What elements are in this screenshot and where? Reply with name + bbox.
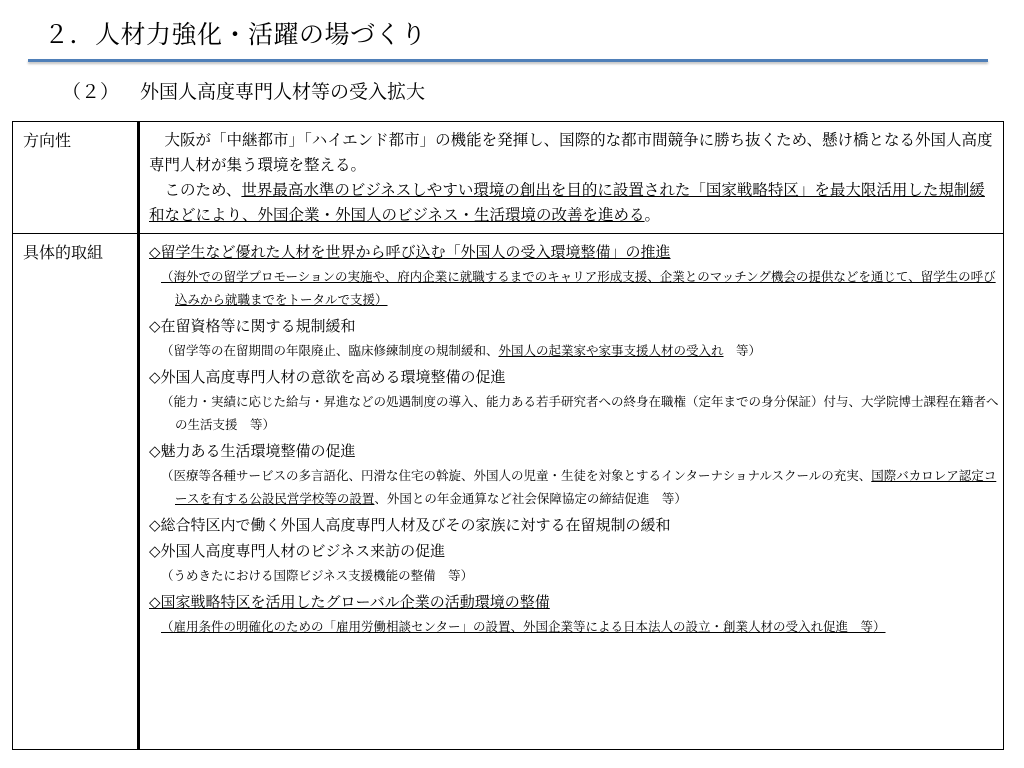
direction-p2-lead: このため、 [164,181,242,199]
detail-part-underlined: 国際バカロレア認定コースを有する公設民営学校等の設置 [175,468,997,506]
initiative-heading: ◇国家戦略特区を活用したグローバル企業の活動環境の整備 [149,593,550,611]
initiative-heading: ◇外国人高度専門人材のビジネス来訪の促進 [149,542,446,560]
title-divider [28,59,988,62]
initiative-heading: ◇総合特区内で働く外国人高度専門人材及びその家族に対する在留規制の緩和 [149,516,671,534]
detail-part: （医療等各種サービスの多言語化、円滑な住宅の斡旋、外国人の児童・生徒を対象とするインターナショナルスクールの充実、 [161,468,872,483]
content-table [12,121,1004,750]
row-header-initiatives: 具体的取組 [23,243,104,262]
direction-text [149,128,999,228]
detail-part: （留学等の在留期間の年限廃止、臨床修練制度の規制緩和、 [161,343,499,358]
initiative-heading: ◇魅力ある生活環境整備の促進 [149,442,356,460]
direction-paragraph-2 [149,178,999,228]
subtitle-text: 外国人高度専門人材等の受入拡大 [140,81,426,103]
subtitle-number: （２） [62,81,120,103]
row-header-direction: 方向性 [23,131,72,150]
initiative-detail [149,339,999,362]
detail-part-underlined: 外国人の起業家や家事支援人材の受入れ [498,343,724,358]
direction-p2-underlined: 世界最高水準のビジネスしやすい環境の創出を目的に設置された「国家戦略特区」を最大限活用した規制緩和などにより、外国企業・外国人のビジネス・生活環境の改善を進める [149,181,985,224]
section-subtitle [62,78,425,106]
initiative-detail [149,464,999,510]
initiatives-list [149,237,999,638]
direction-p2-end: 。 [644,206,661,224]
initiative-detail: （能力・実績に応じた給与・昇進などの処遇制度の導入、能力ある若手研究者への終身在職権（定年までの身分保証）付与、大学院博士課程在籍者への生活支援 等） [161,394,999,432]
initiative-detail: （雇用条件の明確化のための「雇用労働相談センター」の設置、外国企業等による日本法人の設立・創業人材の受入れ促進 等） [161,619,886,634]
page-title: ２．人材力強化・活躍の場づくり [44,20,427,49]
detail-part: 等） [723,343,762,358]
initiative-heading: ◇外国人高度専門人材の意欲を高める環境整備の促進 [149,368,506,386]
row-direction [13,122,1003,234]
direction-paragraph-1: 大阪が「中継都市」「ハイエンド都市」の機能を発揮し、国際的な都市間競争に勝ち抜くため、懸け橋となる外国人高度専門人材が集う環境を整える。 [149,131,993,174]
initiative-heading: ◇在留資格等に関する規制緩和 [149,317,356,335]
initiative-heading: ◇留学生など優れた人材を世界から呼び込む「外国人の受入環境整備」の推進 [149,243,671,261]
detail-part: 、外国との年金通算など社会保障協定の締結促進 等） [374,491,687,506]
initiative-detail: （うめきたにおける国際ビジネス支援機能の整備 等） [161,568,474,583]
initiative-detail: （海外での留学プロモーションの実施や、府内企業に就職するまでのキャリア形成支援、企業とのマッチング機会の提供などを通じて、留学生の呼び込みから就職までをトータルで支援） [161,269,996,307]
